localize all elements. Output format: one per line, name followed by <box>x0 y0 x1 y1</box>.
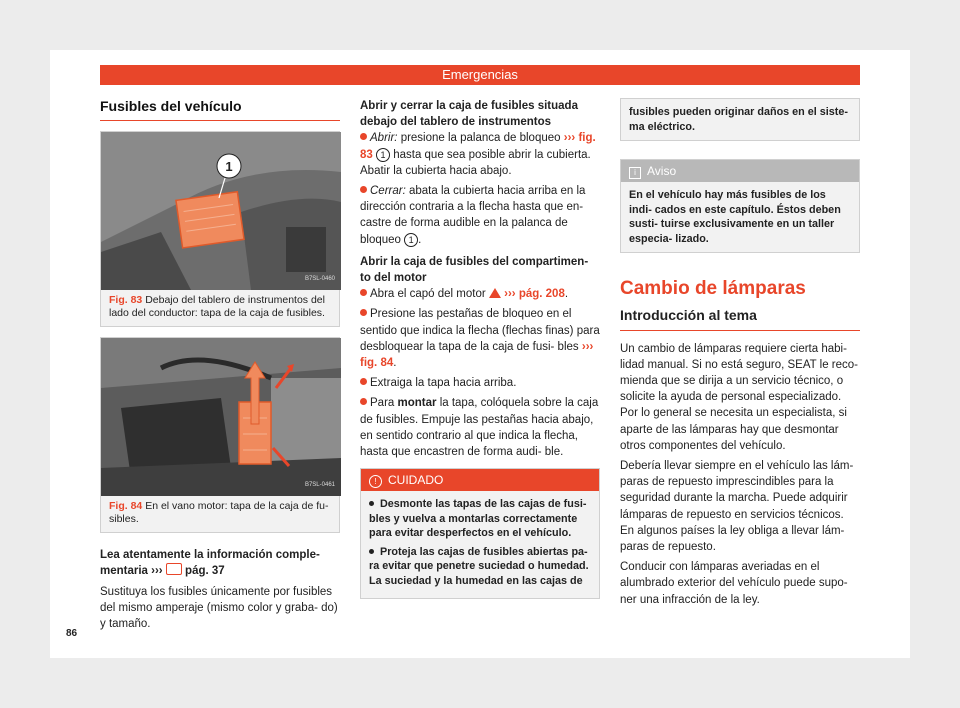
read-more <box>100 547 340 579</box>
text: hasta que sea posible abrir la cubierta. Abatir la cubierta hacia abajo. <box>360 148 591 177</box>
caution-item: Desmonte las tapas de las cajas de fusi- bles y vuelva a montarlas correctamente para evitar desperfectos en el vehículo. <box>369 498 587 540</box>
caution-body <box>361 491 599 598</box>
subheading: Abrir la caja de fusibles del compartimen- to del motor <box>360 255 589 285</box>
step <box>360 395 600 460</box>
step <box>360 375 600 391</box>
caption-text: Debajo del tablero de instrumentos del lado del conductor: tapa de la caja de fusibles. <box>109 294 325 320</box>
bullet-icon <box>360 186 367 193</box>
figure-caption <box>101 496 339 526</box>
figure-ref[interactable]: fig. 84 <box>360 357 394 370</box>
figure-83-image <box>101 132 341 290</box>
caution-icon: ! <box>369 475 382 488</box>
label: Abrir: <box>370 132 398 145</box>
bullet-icon <box>369 501 374 506</box>
figure-code: B7SL-0461 <box>304 482 335 488</box>
figure-83-callout: 1 <box>225 159 233 175</box>
figure-83 <box>100 131 340 327</box>
bullet-icon <box>360 309 367 316</box>
note-box <box>620 159 860 253</box>
column-right <box>620 98 860 612</box>
bullet-icon <box>369 549 374 554</box>
page-ref[interactable]: pág. 208 <box>518 288 565 301</box>
note-header <box>621 160 859 182</box>
warning-icon <box>489 288 501 298</box>
step-open <box>360 130 600 179</box>
figure-84-image <box>101 338 341 496</box>
column-left <box>100 98 340 636</box>
text: Presione las pestañas de bloqueo en el sentido que indica la flecha (flechas finas) para desbloquear la tapa de la caja de fusi- bles <box>360 308 600 353</box>
text: Abra el capó del motor <box>370 288 486 301</box>
column-middle <box>360 98 600 599</box>
text: presione la palanca de bloqueo <box>400 132 561 145</box>
figure-ref[interactable]: fig. 83 <box>360 132 596 161</box>
paragraph: Un cambio de lámparas requiere cierta habi- lidad manual. Si no está seguro, SEAT le reco- mienda que se dirija a un servicio técnico, o solicite la ayuda de personal especializado. Por lo general se necesita un especialista, si aparte de las lámparas hay que desmontar otros componentes del vehículo. <box>620 342 859 452</box>
arrow-ref: ››› <box>563 132 576 145</box>
caution-item: Proteja las cajas de fusibles abiertas pa- ra evitar que penetre suciedad o humedad. La suciedad y la humedad en las cajas de <box>369 545 589 587</box>
step-close: Cerrar: abata la cubierta hacia arriba en la dirección contraria a la flecha hasta que en- castre de forma audible en la palanca de bloqueo 1 . <box>360 185 586 246</box>
callout-number: 1 <box>376 148 390 162</box>
bullet-icon <box>360 133 367 140</box>
caption-text: En el vano motor: tapa de la caja de fu- sibles. <box>109 500 329 526</box>
page-number: 86 <box>66 628 78 639</box>
section-title: Fusibles del vehículo <box>100 98 340 121</box>
body-text: Sustituya los fusibles únicamente por fusibles del mismo amperaje (mismo color y graba- do) y tamaño. <box>100 585 338 631</box>
bullet-icon <box>360 289 367 296</box>
caution-box-continued <box>620 98 860 141</box>
callout-number: 1 <box>404 233 418 247</box>
book-icon <box>166 563 182 575</box>
bullet-icon <box>360 378 367 385</box>
bullet-icon <box>360 398 367 405</box>
note-title: Aviso <box>647 164 677 178</box>
info-icon: i <box>629 167 641 179</box>
subheading: Abrir y cerrar la caja de fusibles situada debajo del tablero de instrumentos <box>360 100 578 129</box>
text: abata la cubierta hacia arriba en la dirección contraria a la flecha hasta que en- castre de forma audible en la palanca de bloqueo <box>360 185 586 246</box>
read-heading: Lea atentamente la información comple- mentaria <box>100 549 320 578</box>
caution-header <box>361 469 599 491</box>
arrow-ref: ››› <box>151 565 163 578</box>
figure-code: B7SL-0460 <box>304 276 335 282</box>
step: Presione las pestañas de bloqueo en el sentido que indica la flecha (flechas finas) para desbloquear la tapa de la caja de fusi- bles ››› fig. 84. <box>360 308 600 370</box>
figure-number: Fig. 83 <box>109 294 143 307</box>
arrow-ref: ››› <box>581 340 594 353</box>
paragraph: Debería llevar siempre en el vehículo las lám- paras de repuesto imprescindibles para la seguridad durante la marcha. Puede adquirir lámparas de repuesto en servicios técnicos. En algunos países la ley obliga a llevar lám- paras de repuesto. <box>620 460 854 554</box>
section-header: Emergencias <box>100 65 860 85</box>
topic-title: Introducción al tema <box>620 307 860 330</box>
step: Abra el capó del motor ››› pág. 208. <box>360 286 600 302</box>
caution-title: CUIDADO <box>388 473 444 488</box>
figure-number: Fig. 84 <box>109 500 143 513</box>
caution-continued: fusibles pueden originar daños en el siste- ma eléctrico. <box>621 99 859 140</box>
page-ref[interactable]: pág. 37 <box>185 565 225 578</box>
label: Cerrar: <box>370 185 406 198</box>
text: Extraiga la tapa hacia arriba. <box>370 377 517 390</box>
figure-caption <box>101 290 339 320</box>
arrow-ref: ››› <box>504 288 516 301</box>
chapter-title: Cambio de lámparas <box>620 278 806 300</box>
text: Para <box>370 397 395 410</box>
bold-text: montar <box>397 397 437 410</box>
caution-box <box>360 468 600 599</box>
text: la tapa, colóquela sobre la caja de fusibles. Empuje las pestañas hacia abajo, en sentido contrario al que indica la flecha, hasta que encastren de forma audi- ble. <box>360 397 599 459</box>
note-text: En el vehículo hay más fusibles de los indi- cados en este capítulo. Éstos deben susti- tuirse exclusivamente en un taller especia- lizado. <box>629 189 841 245</box>
figure-84 <box>100 337 340 533</box>
paragraph: Conducir con lámparas averiadas en el alumbrado exterior del vehículo puede supo- ner una infracción de la ley. <box>620 561 848 606</box>
